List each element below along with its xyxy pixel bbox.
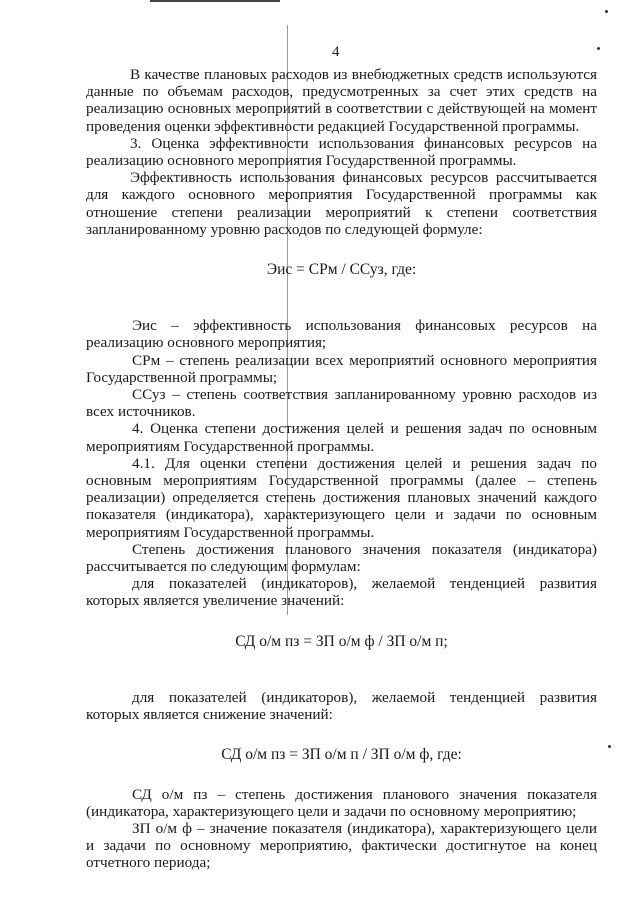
formula-eis: Эис = СРм / ССуз, где: bbox=[266, 261, 417, 279]
paragraph-external-funds: В качестве плановых расходов из внебюджетных средств используются данные по объемам расходов, предусмотренных за счет этих средств на реализацию основных мероприятий в соответствии с действующей на момент проведения оценки эффективности редакцией Государственной программы. bbox=[86, 66, 597, 135]
definition-srm: СРм – степень реализации всех мероприятий основного мероприятия Государственной программы; bbox=[86, 351, 597, 386]
definition-eis: Эис – эффективность использования финансовых ресурсов на реализацию основного мероприятия; bbox=[86, 317, 597, 352]
heading-section-4: 4. Оценка степени достижения целей и решения задач по основным мероприятиям Государственной программы. bbox=[86, 420, 597, 455]
paragraph-4-1: 4.1. Для оценки степени достижения целей и решения задач по основным мероприятиям Государственной программы (далее – степень реализации) определяется степень достижения плановых значений каждого показателя (индикатора), характеризующего цели и задачи по основным мероприятиям Государственной программы. bbox=[86, 454, 597, 541]
definition-ssuz: ССуз – степень соответствия запланированному уровню расходов из всех источников. bbox=[86, 386, 597, 421]
paragraph-sd-formulas-intro: Степень достижения планового значения показателя (индикатора) рассчитывается по следующим формулам: bbox=[86, 540, 597, 576]
definition-zp-f: ЗП о/м ф – значение показателя (индикатора), характеризующего цели и задачи по основному мероприятию, фактически достигнутое на конец отчетного периода; bbox=[86, 819, 597, 872]
scan-speck bbox=[605, 10, 608, 13]
heading-section-3: 3. Оценка эффективности использования финансовых ресурсов на реализацию основного мероприятия Государственной программы. bbox=[86, 134, 597, 170]
scan-speck bbox=[597, 47, 600, 50]
scan-speck bbox=[608, 745, 611, 748]
paragraph-decrease-indicators: для показателей (индикаторов), желаемой тенденцией развития которых является снижение значений: bbox=[86, 688, 597, 724]
page-number: 4 bbox=[332, 44, 340, 60]
definition-sd: СД о/м пз – степень достижения планового значения показателя (индикатора, характеризующего цели и задачи по основному мероприятию; bbox=[86, 785, 597, 820]
scan-edge-mark bbox=[150, 0, 280, 2]
paragraph-efficiency-definition: Эффективность использования финансовых ресурсов рассчитывается для каждого основного мероприятия Государственной программы как отношение степени реализации мероприятий к степени соответствия запланированному уровню расходов по следующей формуле: bbox=[86, 169, 597, 238]
formula-sd-decrease: СД о/м пз = ЗП о/м п / ЗП о/м ф, где: bbox=[221, 746, 462, 764]
paragraph-increase-indicators: для показателей (индикаторов), желаемой тенденцией развития которых является увеличение значений: bbox=[86, 575, 597, 610]
formula-sd-increase: СД о/м пз = ЗП о/м ф / ЗП о/м п; bbox=[235, 632, 448, 650]
document-body bbox=[86, 66, 597, 872]
